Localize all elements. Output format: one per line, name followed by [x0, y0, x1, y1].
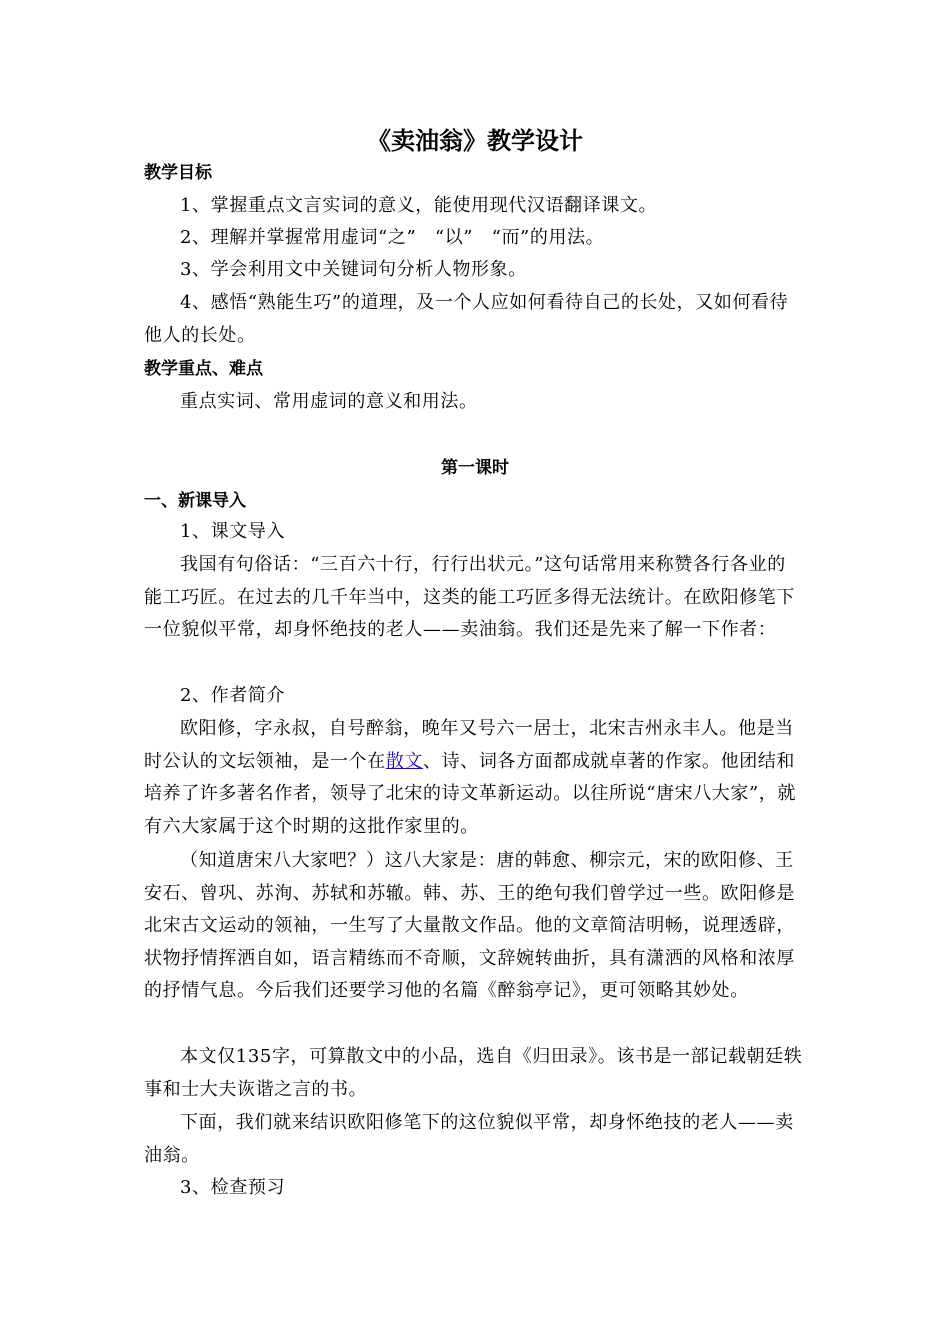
- document-title: 《卖油翁》教学设计: [367, 127, 583, 155]
- objectives-heading: 教学目标: [144, 163, 212, 183]
- sub-heading-preview: 3、检查预习: [180, 1177, 286, 1198]
- author-text-after: 、诗、词各方面都成就卓著的作家。他团结和培养了许多著名作者，领导了北宋的诗文革新运动。以往所说“唐宋八大家”，就有六大家属于这个时期的这批作家里的。: [144, 750, 797, 837]
- objective-item-3: 3、学会利用文中关键词句分析人物形象。: [180, 259, 527, 280]
- objective-item-1: 1、掌握重点文言实词的意义，能使用现代汉语翻译课文。: [180, 195, 658, 216]
- text-source-paragraph: 本文仅135字，可算散文中的小品，选自《归田录》。该书是一部记载朝廷轶事和士大夫诙谐之言的书。: [144, 1046, 803, 1100]
- section1-heading: 一、新课导入: [144, 491, 246, 511]
- author-text-before: 欧阳修，字永叔，自号醉翁，晚年又号六一居士，北宋吉州永丰人。他是当时公认的文坛领袖，是一个在: [144, 718, 794, 772]
- prose-link[interactable]: 散文: [385, 750, 424, 772]
- sub-heading-author: 2、作者简介: [180, 685, 286, 706]
- lesson1-heading: 第一课时: [441, 458, 509, 478]
- key-points-heading: 教学重点、难点: [144, 359, 263, 379]
- key-points-text: 重点实词、常用虚词的意义和用法。: [180, 391, 478, 412]
- transition-paragraph: 下面，我们就来结识欧阳修笔下的这位貌似平常，却身怀绝技的老人——卖油翁。: [144, 1112, 794, 1166]
- objective-item-4: 4、感悟“熟能生巧”的道理，及一个人应如何看待自己的长处，又如何看待他人的长处。: [144, 292, 789, 346]
- objective-item-2: 2、理解并掌握常用虚词“之” “以” “而”的用法。: [180, 227, 605, 248]
- author-paragraph: [144, 713, 804, 843]
- eight-masters-paragraph: （知道唐宋八大家吧？）这八大家是：唐的韩愈、柳宗元，宋的欧阳修、王安石、曾巩、苏洵、苏轼和苏辙。韩、苏、王的绝句我们曾学过一些。欧阳修是北宋古文运动的领袖，一生写了大量散文作品。他的文章简洁明畅，说理透辟，状物抒情挥洒自如，语言精练而不奇顺，文辞婉转曲折，具有潇洒的风格和浓厚的抒情气息。今后我们还要学习他的名篇《醉翁亭记》，更可领略其妙处。: [144, 850, 795, 1001]
- intro-paragraph: 我国有句俗话：“三百六十行，行行出状元。”这句话常用来称赞各行各业的能工巧匠。在过去的几千年当中，这类的能工巧匠多得无法统计。在欧阳修笔下一位貌似平常，却身怀绝技的老人——卖油翁。我们还是先来了解一下作者：: [144, 554, 795, 640]
- sub-heading-intro: 1、课文导入: [180, 521, 286, 542]
